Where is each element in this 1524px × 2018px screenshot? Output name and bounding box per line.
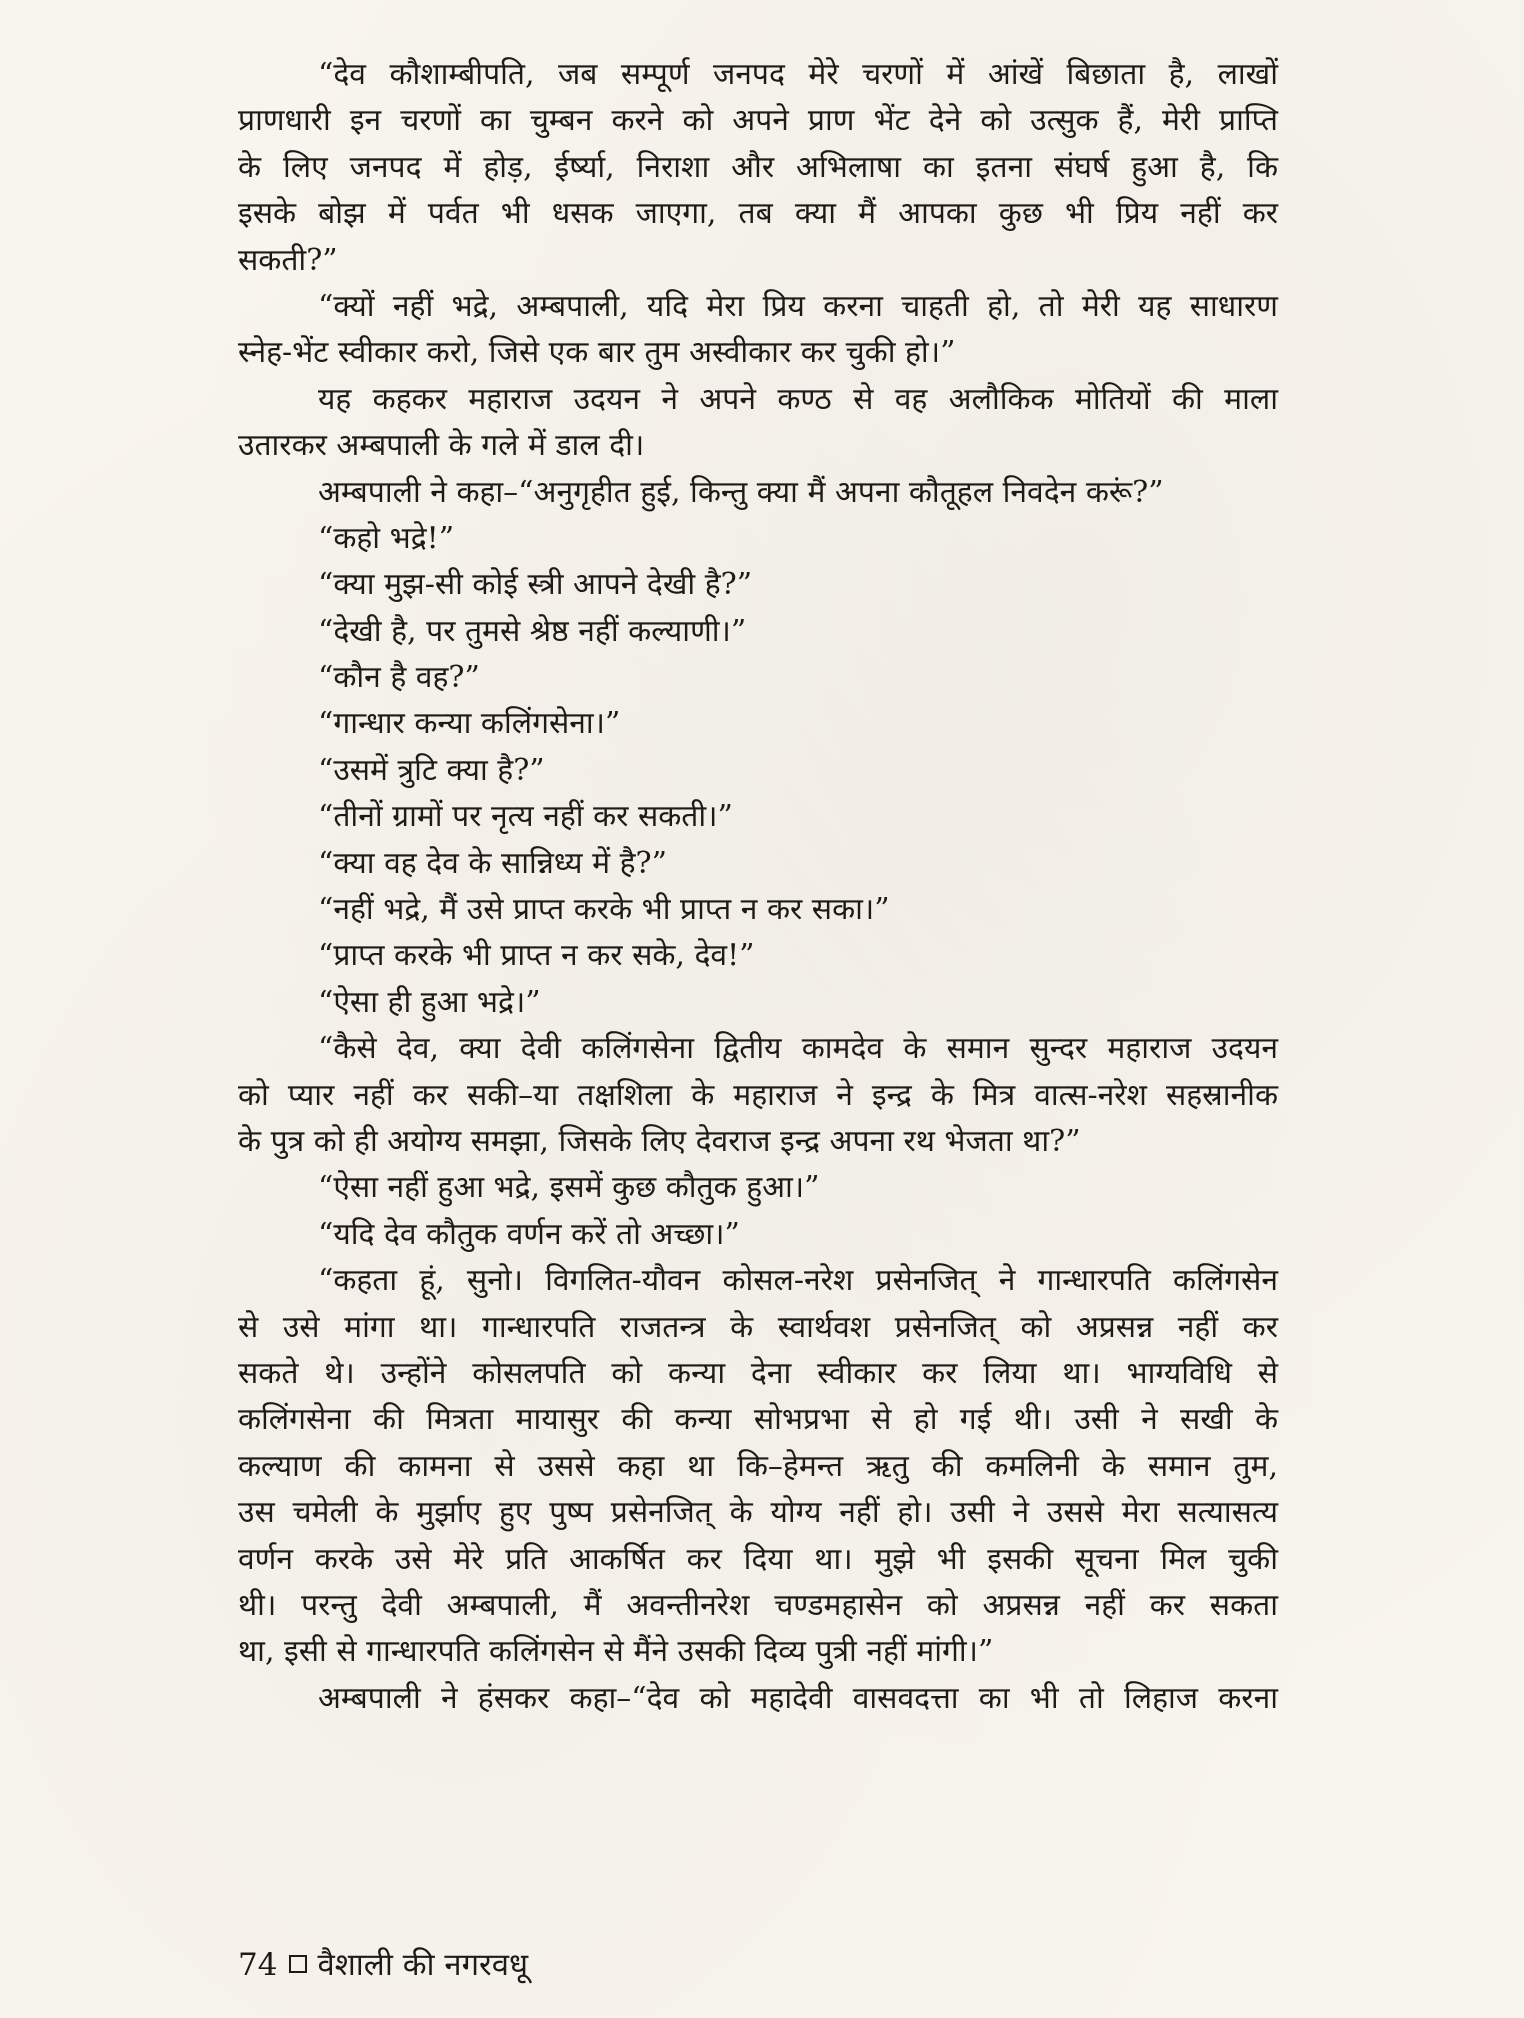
text-line: “कैसे देव, क्या देवी कलिंगसेना द्वितीय कामदेव के समान सुन्दर महाराज उदयन <box>318 1031 1278 1067</box>
text-line: सकती?” <box>238 242 338 278</box>
text-line: “गान्धार कन्या कलिंगसेना।” <box>318 706 621 742</box>
text-line: “देव कौशाम्बीपति, जब सम्पूर्ण जनपद मेरे चरणों में आंखें बिछाता है, लाखों <box>318 57 1278 92</box>
text-line: प्राणधारी इन चरणों का चुम्बन करने को अपने प्राण भेंट देने को उत्सुक हैं, मेरी प्राप्ति <box>238 103 1278 139</box>
text-line: “प्राप्त करके भी प्राप्त न कर सके, देव!” <box>318 938 755 974</box>
text-line: उस चमेली के मुर्झाए हुए पुष्प प्रसेनजित् के योग्य नहीं हो। उसी ने उससे मेरा सत्यासत्य <box>238 1495 1278 1531</box>
text-line: थी। परन्तु देवी अम्बपाली, मैं अवन्तीनरेश चण्डमहासेन को अप्रसन्न नहीं कर सकता <box>238 1587 1278 1623</box>
text-line: “ऐसा नहीं हुआ भद्रे, इसमें कुछ कौतुक हुआ।” <box>318 1170 820 1206</box>
text-line: “कौन है वह?” <box>318 660 480 696</box>
text-line: यह कहकर महाराज उदयन ने अपने कण्ठ से वह अलौकिक मोतियों की माला <box>318 381 1278 417</box>
text-line: स्नेह-भेंट स्वीकार करो, जिसे एक बार तुम अस्वीकार कर चुकी हो।” <box>238 335 956 371</box>
text-line: से उसे मांगा था। गान्धारपति राजतन्त्र के स्वार्थवश प्रसेनजित् को अप्रसन्न नहीं कर <box>238 1309 1278 1345</box>
text-line: “नहीं भद्रे, मैं उसे प्राप्त करके भी प्राप्त न कर सका।” <box>318 892 890 928</box>
book-title: वैशाली की नगरवधू <box>317 1947 529 1983</box>
text-line: “कहता हूं, सुनो। विगलित-यौवन कोसल-नरेश प्रसेनजित् ने गान्धारपति कलिंगसेन <box>318 1263 1278 1299</box>
square-bullet-icon <box>289 1955 307 1973</box>
text-line: “क्या मुझ-सी कोई स्त्री आपने देखी है?” <box>318 567 753 603</box>
text-line: था, इसी से गान्धारपति कलिंगसेन से मैंने उसकी दिव्य पुत्री नहीं मांगी।” <box>238 1634 994 1670</box>
text-line: को प्यार नहीं कर सकी–या तक्षशिला के महाराज ने इन्द्र के मित्र वात्स-नरेश सहस्रानीक <box>238 1077 1278 1113</box>
page-body-text <box>238 52 1278 1722</box>
text-line: “कहो भद्रे!” <box>318 520 455 556</box>
text-line: उतारकर अम्बपाली के गले में डाल दी। <box>238 428 645 464</box>
text-line: कल्याण की कामना से उससे कहा था कि–हेमन्त ऋतु की कमलिनी के समान तुम, <box>238 1448 1278 1484</box>
page-number: 74 <box>238 1947 278 1983</box>
text-line: “देखी है, पर तुमसे श्रेष्ठ नहीं कल्याणी।” <box>318 613 747 649</box>
text-line: अम्बपाली ने कहा–“अनुगृहीत हुई, किन्तु क्या मैं अपना कौतूहल निवदेन करूं?” <box>318 474 1164 510</box>
text-line: कलिंगसेना की मित्रता मायासुर की कन्या सोभप्रभा से हो गई थी। उसी ने सखी के <box>238 1402 1278 1438</box>
page-footer <box>238 1943 528 1985</box>
text-line: के लिए जनपद में होड़, ईर्ष्या, निराशा और अभिलाषा का इतना संघर्ष हुआ है, कि <box>238 149 1278 185</box>
text-line: के पुत्र को ही अयोग्य समझा, जिसके लिए देवराज इन्द्र अपना रथ भेजता था?” <box>238 1123 1081 1159</box>
text-line: “ऐसा ही हुआ भद्रे।” <box>318 984 541 1020</box>
text-line: “क्या वह देव के सान्निध्य में है?” <box>318 845 667 881</box>
text-line: “क्यों नहीं भद्रे, अम्बपाली, यदि मेरा प्रिय करना चाहती हो, तो मेरी यह साधारण <box>318 288 1278 324</box>
text-line: सकते थे। उन्होंने कोसलपति को कन्या देना स्वीकार कर लिया था। भाग्यविधि से <box>238 1355 1278 1391</box>
text-line: “उसमें त्रुटि क्या है?” <box>318 752 545 788</box>
text-line: “तीनों ग्रामों पर नृत्य नहीं कर सकती।” <box>318 799 733 835</box>
text-line: इसके बोझ में पर्वत भी धसक जाएगा, तब क्या मैं आपका कुछ भी प्रिय नहीं कर <box>238 196 1278 232</box>
text-line: अम्बपाली ने हंसकर कहा–“देव को महादेवी वासवदत्ता का भी तो लिहाज करना <box>318 1680 1278 1716</box>
text-line: वर्णन करके उसे मेरे प्रति आकर्षित कर दिया था। मुझे भी इसकी सूचना मिल चुकी <box>238 1541 1278 1577</box>
text-line: “यदि देव कौतुक वर्णन करें तो अच्छा।” <box>318 1216 740 1252</box>
